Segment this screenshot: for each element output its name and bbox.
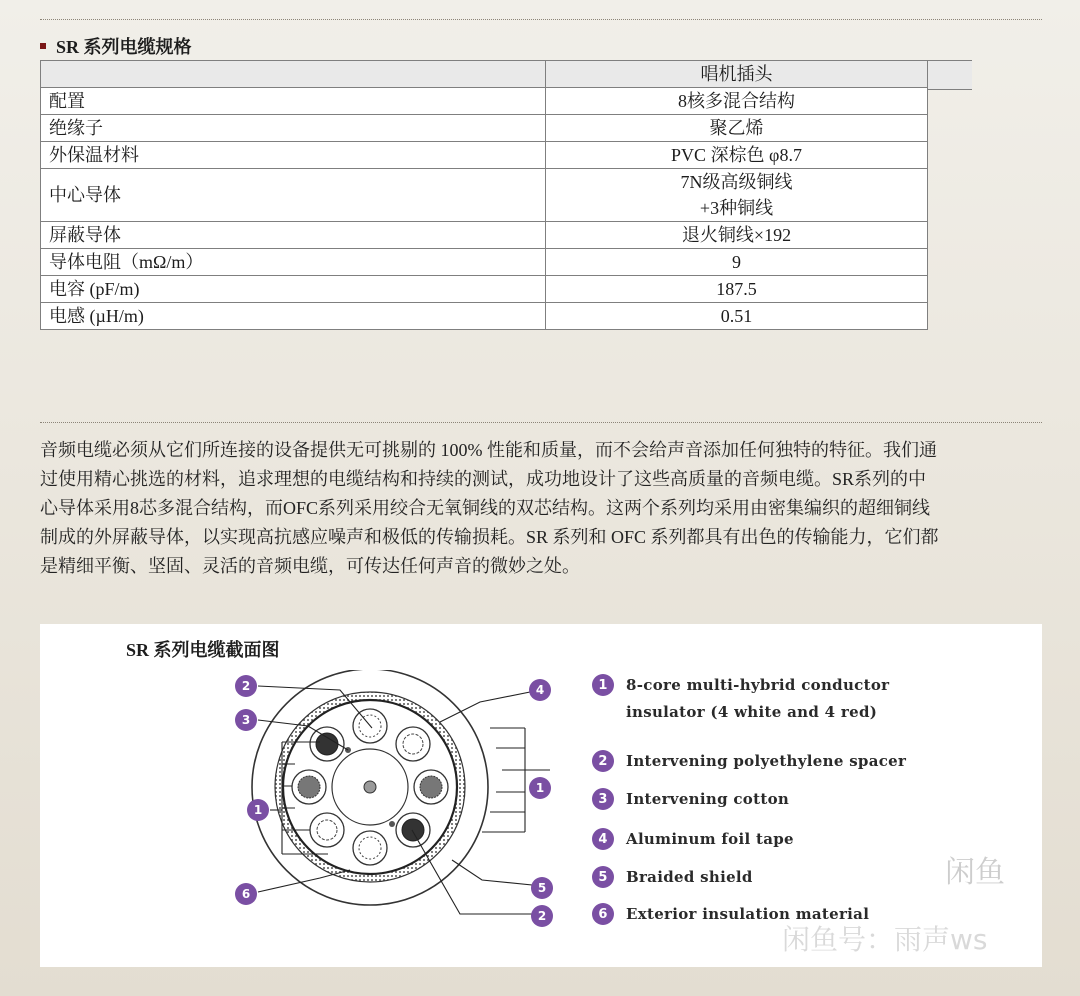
legend-text: Intervening polyethylene spacer (626, 752, 907, 770)
table-row (41, 303, 928, 330)
paragraph-line: 制成的外屏蔽导体，以实现高抗感应噪声和极低的传输损耗。SR 系列和 OFC 系列都具有出色的传输能力，它们都 (40, 527, 939, 547)
callout-label: 6 (241, 887, 251, 901)
section-bullet (40, 43, 46, 49)
row-value: 9 (546, 249, 928, 276)
legend-item (592, 750, 906, 772)
conductor-strands (420, 776, 442, 798)
legend-text: Aluminum foil tape (626, 830, 794, 848)
table-header-row (41, 61, 928, 88)
spec-table (40, 60, 928, 330)
row-value: 187.5 (546, 276, 928, 303)
row-label: 电感 (µH/m) (41, 303, 546, 330)
legend-text: 8-core multi-hybrid conductor (626, 676, 890, 694)
table-row (41, 115, 928, 142)
legend-item (592, 866, 753, 888)
legend-number-badge: 2 (592, 750, 614, 772)
callout-label: 5 (537, 881, 547, 895)
row-label: 外保温材料 (41, 142, 546, 169)
watermark-logo: 闲鱼 (925, 840, 1025, 898)
row-label: 绝缘子 (41, 115, 546, 142)
row-value: 8核多混合结构 (546, 88, 928, 115)
row-label: 配置 (41, 88, 546, 115)
top-divider (40, 19, 1042, 20)
row-label: 导体电阻（mΩ/m） (41, 249, 546, 276)
legend-item (592, 828, 794, 850)
table-row (41, 169, 928, 222)
paragraph-line: 音频电缆必须从它们所连接的设备提供无可挑剔的 100% 性能和质量，而不会给声音添加任何独特的特征。我们通 (40, 440, 937, 460)
row-label: 电容 (pF/m) (41, 276, 546, 303)
table-row (41, 249, 928, 276)
row-value-line: +3种铜线 (699, 198, 774, 218)
cross-section-figure (40, 624, 1042, 967)
row-value: 0.51 (546, 303, 928, 330)
figure-title: SR 系列电缆截面图 (126, 640, 280, 660)
paragraph-line: 过使用精心挑选的材料，追求理想的电缆结构和持续的测试，成功地设计了这些高质量的音频电缆。SR系列的中 (40, 469, 927, 489)
cable-cross-section-diagram (190, 670, 560, 966)
table-row (41, 276, 928, 303)
legend-text: Exterior insulation material (626, 905, 870, 923)
row-value: 退火铜线×192 (546, 222, 928, 249)
callout-label: 2 (241, 679, 251, 693)
conductor-strands (359, 837, 381, 859)
row-value (546, 169, 928, 222)
conductor-core (316, 733, 338, 755)
legend-number-badge: 5 (592, 866, 614, 888)
callout-label: 1 (253, 803, 263, 817)
legend-text: Braided shield (626, 868, 753, 886)
center-filler (364, 781, 376, 793)
row-value-line: 7N级高级铜线 (680, 172, 793, 192)
watermark-text: 闲鱼号：雨声ws (782, 923, 988, 956)
table-header-extension (927, 60, 972, 90)
middle-divider (40, 422, 1042, 423)
legend-number-badge: 3 (592, 788, 614, 810)
callout-label: 1 (535, 781, 545, 795)
table-header-cell: 唱机插头 (546, 61, 928, 88)
conductor-core (402, 819, 424, 841)
callout-label: 2 (537, 909, 547, 923)
row-label: 屏蔽导体 (41, 222, 546, 249)
conductor-strands (298, 776, 320, 798)
table-row (41, 222, 928, 249)
legend-text: Intervening cotton (626, 790, 790, 808)
row-value: 聚乙烯 (546, 115, 928, 142)
callout-label: 4 (535, 683, 545, 697)
conductor-strands (317, 820, 337, 840)
cotton-filler (389, 821, 395, 827)
paragraph-line: 是精细平衡、坚固、灵活的音频电缆，可传达任何声音的微妙之处。 (40, 556, 580, 576)
legend-item (592, 788, 789, 810)
table-header-cell (41, 61, 546, 88)
table-row (41, 142, 928, 169)
legend-text: insulator (4 white and 4 red) (626, 703, 878, 721)
paragraph-line: 心导体采用8芯多混合结构，而OFC系列采用绞合无氧铜线的双芯结构。这两个系列均采用由密集编织的超细铜线 (40, 498, 931, 518)
legend-number-badge: 6 (592, 903, 614, 925)
spec-section-title (40, 34, 192, 58)
description-paragraph (40, 436, 1044, 581)
spec-title-text: SR 系列电缆规格 (56, 37, 192, 57)
row-label: 中心导体 (41, 169, 546, 222)
legend-number-badge: 4 (592, 828, 614, 850)
legend-item (592, 674, 889, 722)
conductor-strands (403, 734, 423, 754)
legend-number-badge: 1 (592, 674, 614, 696)
row-value: PVC 深棕色 φ8.7 (546, 142, 928, 169)
callout-label: 3 (241, 713, 251, 727)
table-row (41, 88, 928, 115)
